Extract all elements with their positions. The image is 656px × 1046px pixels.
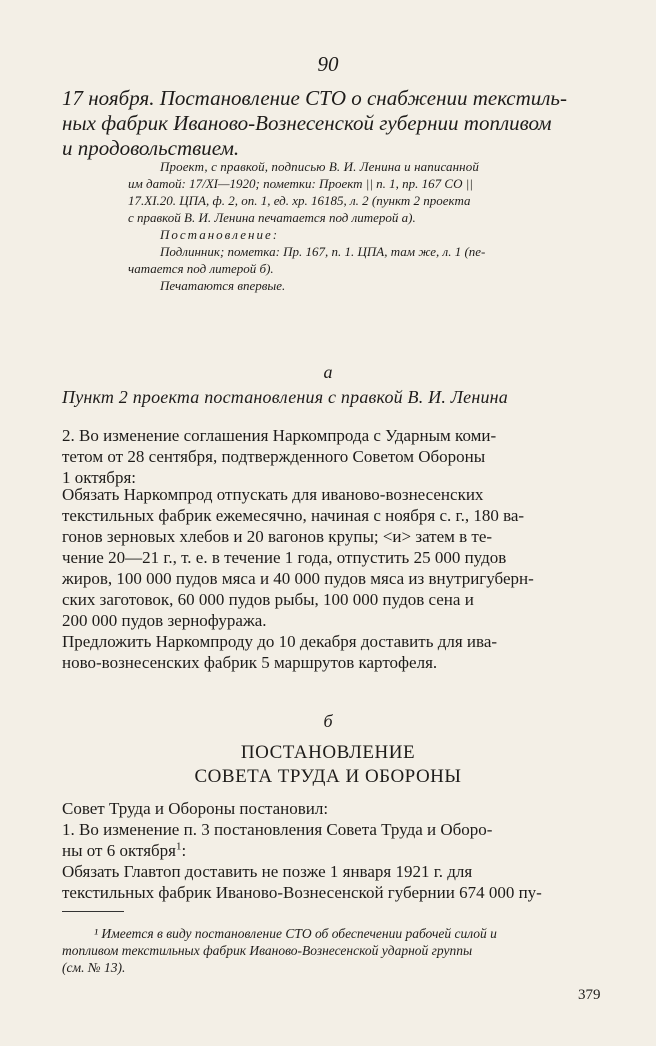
- text-line: ских заготовок, 60 000 пудов рыбы, 100 000 пудов сена и: [62, 590, 474, 609]
- text-line: чение 20—21 г., т. е. в течение 1 года, отпустить 25 000 пудов: [62, 548, 507, 567]
- text-line: 1. Во изменение п. 3 постановления Совета Труда и Оборо-: [62, 820, 493, 839]
- text-line: 1 октября:: [62, 468, 137, 487]
- footnote-line: (см. № 13).: [62, 960, 126, 975]
- note-line: Печатаются впервые.: [160, 278, 286, 293]
- section-b-title: [0, 741, 656, 789]
- footnote-line: топливом текстильных фабрик Иваново-Вознесенской ударной группы: [62, 943, 473, 958]
- text-line: текстильных фабрик Иваново-Вознесенской губернии 674 000 пу-: [62, 883, 542, 902]
- text-line: ново-вознесенских фабрик 5 маршрутов картофеля.: [62, 653, 438, 672]
- section-a-letter: а: [323, 362, 333, 382]
- note-line: им датой: 17/XI—1920; пометки: Проект || п. 1, пр. 167 СО ||: [128, 176, 473, 191]
- section-b-body: [62, 798, 617, 903]
- title-line: ных фабрик Иваново-Вознесенской губернии топливом: [62, 111, 552, 135]
- section-a-paragraph-1: [62, 425, 617, 488]
- text-line-tail: :: [181, 841, 187, 860]
- text-line: Обязать Главтоп доставить не позже 1 января 1921 г. для: [62, 862, 473, 881]
- text-line: текстильных фабрик ежемесячно, начиная с ноября с. г., 180 ва-: [62, 506, 525, 525]
- text-line: Предложить Наркомпроду до 10 декабря доставить для ива-: [62, 632, 498, 651]
- text-line: Совет Труда и Обороны постановил:: [62, 799, 329, 818]
- text-line: 200 000 пудов зернофуража.: [62, 611, 267, 630]
- note-line: Проект, с правкой, подписью В. И. Ленина и написанной: [160, 159, 479, 174]
- note-line: Подлинник; пометка: Пр. 167, п. 1. ЦПА, там же, л. 1 (пе-: [160, 244, 486, 259]
- text-line-part: ны от 6 октября: [62, 841, 177, 860]
- note-line: чатается под литерой б).: [128, 261, 274, 276]
- page-number: 90: [317, 52, 339, 76]
- text-line: 2. Во изменение соглашения Наркомпрода с Ударным коми-: [62, 426, 497, 445]
- text-line: [62, 840, 617, 861]
- text-line: гонов зерновых хлебов и 20 вагонов крупы; <и> затем в те-: [62, 527, 493, 546]
- text-line: Обязать Наркомпрод отпускать для иваново-вознесенских: [62, 485, 484, 504]
- footnote: [62, 925, 617, 976]
- note-line: с правкой В. И. Ленина печатается под литерой а).: [128, 210, 416, 225]
- text-line: жиров, 100 000 пудов мяса и 40 000 пудов мяса из внутригуберн-: [62, 569, 534, 588]
- title-caps-line: ПОСТАНОВЛЕНИЕ: [240, 742, 416, 763]
- note-line: Постановление:: [160, 227, 280, 242]
- bottom-page-number: 379: [578, 987, 601, 1003]
- document-title: [62, 86, 622, 161]
- title-line: 17 ноября. Постановление СТО о снабжении текстиль-: [62, 86, 567, 110]
- section-a-paragraph-2: [62, 484, 617, 631]
- footnote-divider: [62, 911, 124, 912]
- title-caps-line: СОВЕТА ТРУДА И ОБОРОНЫ: [194, 766, 462, 787]
- title-line: и продовольствием.: [62, 136, 240, 160]
- text-line: тетом от 28 сентября, подтвержденного Советом Обороны: [62, 447, 486, 466]
- section-b-letter: б: [323, 711, 333, 731]
- archival-notes: [128, 158, 618, 294]
- note-line: 17.XI.20. ЦПА, ф. 2, оп. 1, ед. хр. 16185, л. 2 (пункт 2 проекта: [128, 193, 471, 208]
- footnote-line: ¹ Имеется в виду постановление СТО об обеспечении рабочей силой и: [94, 926, 497, 941]
- section-a-heading: Пункт 2 проекта постановления с правкой В. И. Ленина: [62, 387, 508, 407]
- footnote-ref: 1: [176, 840, 182, 853]
- section-a-paragraph-3: [62, 631, 617, 673]
